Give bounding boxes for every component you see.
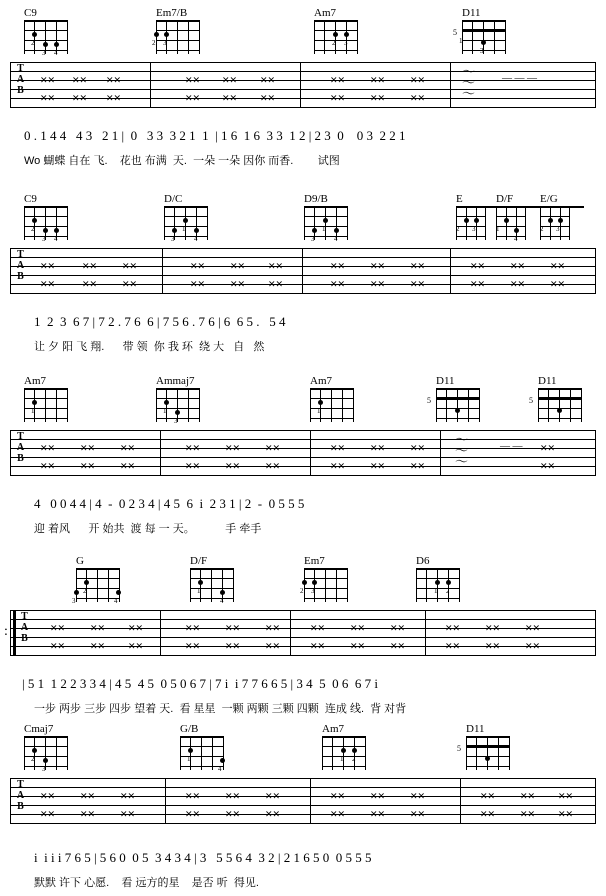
chord-diagram: [310, 376, 354, 422]
number-notation-row: 4 0 0 4 4 | 4 - 0 2 3 4 | 4 5 6 i 2 3 1 | 2 - 0 5 5 5: [34, 496, 305, 511]
chord-diagram: [314, 8, 358, 54]
chord-grid: 1 3 4: [164, 206, 208, 240]
chord-grid: 5: [538, 388, 582, 422]
chord-diagram: [72, 555, 120, 605]
repeat-sign-icon: :: [4, 624, 8, 639]
chord-diagram: [152, 7, 200, 54]
number-notation-row: i i i i 7 6 5 | 5 6 0 0 5 3 4 3 4 | 3 5 5 6 4 3 2 | 2 1 6 5 0 0 5 5 5: [34, 850, 372, 865]
chord-name: D6: [416, 555, 430, 567]
chord-name: G/B: [180, 723, 199, 735]
chord-grid: 2 3 4: [24, 20, 68, 54]
lyrics-row: 默默 许下 心愿. 看 远方的星 是否 听 得见.: [34, 877, 259, 889]
chord-name: D/C: [164, 193, 183, 205]
tab-staff: TAB ✕✕ ✕✕ ✕✕ ✕✕ ✕✕ ✕✕ ✕✕ ✕✕ ✕✕ ✕✕ ✕✕ ✕✕ ✕✕ ✕✕ ✕✕ ✕✕ ✕✕ ✕✕ ✕✕ ✕✕ ✕✕ ✕✕ ✕✕ ✕✕: [10, 778, 596, 824]
chord-name: Em7/B: [156, 7, 188, 19]
chord-diagram: [456, 194, 486, 240]
tab-clef-label: TAB: [15, 63, 26, 96]
chord-diagram: [24, 723, 68, 773]
chord-grid: 5 1 3: [462, 20, 506, 54]
system-5: [0, 716, 606, 896]
vibrato-squiggle-icon: 〜 〜 〜: [462, 64, 476, 101]
vibrato-squiggle-icon: 〜 〜 〜: [455, 432, 469, 469]
tab-clef-label: TAB: [19, 611, 30, 644]
chord-grid: 1 4: [190, 568, 234, 602]
chord-diagram: [453, 7, 506, 55]
tab-clef-label: TAB: [15, 779, 26, 812]
chord-name: Am7: [322, 723, 344, 735]
chord-diagram: [529, 375, 582, 422]
number-notation-row: 1 2 3 6 7 | 7 2 . 7 6 6 | 7 5 6 . 7 6 | 6 6 5 . 5 4: [34, 314, 286, 329]
chord-grid: 1 3: [156, 388, 200, 422]
chord-name: Am7: [314, 7, 336, 19]
system-3: [0, 368, 606, 540]
chord-diagram: [300, 555, 348, 602]
lyrics-row: 让 夕 阳 飞 翔. 带 领 你 我 环 绕 大 自 然: [34, 341, 265, 353]
chord-name: G: [76, 555, 84, 567]
tab-clef-label: TAB: [15, 249, 26, 282]
chord-name: Am7: [310, 375, 332, 387]
chord-diagram: [457, 723, 510, 770]
chord-diagram: [164, 193, 208, 243]
chord-diagram: [180, 723, 224, 773]
tab-staff: : TAB ✕✕ ✕✕ ✕✕ ✕✕ ✕✕ ✕✕ ✕✕ ✕✕ ✕✕ ✕✕ ✕✕ ✕✕ ✕✕ ✕✕ ✕✕ ✕✕ ✕✕ ✕✕ ✕✕ ✕✕ ✕✕ ✕✕ ✕✕ ✕✕: [10, 610, 596, 656]
system-2: [0, 186, 606, 358]
chord-diagram: [322, 724, 366, 770]
tab-staff: TAB ✕✕ ✕✕ ✕✕ ✕✕ ✕✕ ✕✕ ✕✕ ✕✕ ✕✕ ✕✕ ✕✕ ✕✕ ✕✕ ✕✕ ✕✕ ✕✕ ✕✕ ✕✕ 〜 〜 〜 — — ✕✕ ✕✕: [10, 430, 596, 476]
chord-name: D/F: [496, 193, 514, 205]
number-notation-row: | 5 1 1 2 2 3 3 4 | 4 5 4 5 0 5 0 6 7 | 7 i i 7 7 6 6 5 | 3 4 5 0 6 6 7 i: [22, 676, 378, 691]
chord-grid: 5: [436, 388, 480, 422]
system-1: [0, 0, 606, 170]
chord-diagram: [304, 193, 348, 243]
chord-name: D9/B: [304, 193, 328, 205]
chord-name: D11: [538, 375, 557, 387]
tab-staff: TAB ✕✕ ✕✕ ✕✕ ✕✕ ✕✕ ✕✕ ✕✕ ✕✕ ✕✕ ✕✕ ✕✕ ✕✕ ✕✕ ✕✕ ✕✕ ✕✕ ✕✕ ✕✕ ✕✕ ✕✕ ✕✕ ✕✕ ✕✕ ✕✕: [10, 248, 596, 294]
chord-name: Am7: [24, 375, 46, 387]
chord-grid: 2 3: [456, 206, 486, 240]
chord-name: E: [456, 193, 463, 205]
lyrics-row: 迎 着风 开 始共 渡 每 一 天。 手 牵手: [34, 523, 262, 535]
chord-name: D11: [462, 7, 481, 19]
chord-name: D/F: [190, 555, 208, 567]
number-notation-row: 0 . 1 4 4 4 3 2 1 | 0 3 3 3 2 1 1 | 1 6 1 6 3 3 1 2 | 2 3 0 0 3 2 2 1: [24, 128, 406, 143]
chord-grid: 1 2: [322, 736, 366, 770]
chord-diagram: [24, 193, 68, 243]
chord-diagram: [24, 7, 68, 57]
chord-name: C9: [24, 7, 37, 19]
chord-grid: 2 3: [304, 568, 348, 602]
chord-name: E/G: [540, 193, 558, 205]
chord-grid: 1 3 4: [304, 206, 348, 240]
chord-grid: 2 3: [24, 736, 68, 770]
chord-grid: 2 3: [314, 20, 358, 54]
lyrics-row: 一步 两步 三步 四步 望着 天. 看 星星 一颗 两颗 三颗 四颗 连成 线. 背 对背: [34, 703, 407, 715]
chord-grid: 2 3 4: [24, 206, 68, 240]
chord-grid: 1 2: [416, 568, 460, 602]
chord-grid: 1 4: [180, 736, 224, 770]
chord-grid: 2 3: [156, 20, 200, 54]
chord-diagram: [416, 556, 460, 602]
chord-grid: 2 3: [540, 206, 570, 240]
system-4: [0, 548, 606, 720]
chord-name: C9: [24, 193, 37, 205]
chord-name: Em7: [304, 555, 325, 567]
chord-grid: 1 4: [496, 206, 526, 240]
chord-diagram: [156, 375, 200, 425]
chord-name: Ammaj7: [156, 375, 195, 387]
chord-grid: 1: [24, 388, 68, 422]
chord-name: D11: [466, 723, 485, 735]
chord-diagram: [540, 194, 570, 240]
chord-name: D11: [436, 375, 455, 387]
chord-name: Cmaj7: [24, 723, 54, 735]
chord-diagram: [24, 376, 68, 422]
chord-diagram: [190, 555, 234, 605]
chord-diagram: [496, 193, 526, 243]
lyrics-row: Wo 蝴蝶 自在 飞. 花也 布满 天. 一朵 一朵 因你 而香. 试图: [24, 155, 340, 167]
tab-staff: TAB ✕✕ ✕✕ ✕✕ ✕✕ ✕✕ ✕✕ ✕✕ ✕✕ ✕✕ ✕✕ ✕✕ ✕✕ ✕✕ ✕✕ ✕✕ ✕✕ ✕✕ ✕✕ 〜 〜 〜 — — —: [10, 62, 596, 108]
chord-grid: 3 2 4: [76, 568, 120, 602]
chord-diagram: [427, 375, 480, 422]
chord-grid: 5: [466, 736, 510, 770]
chord-grid: 1: [310, 388, 354, 422]
tab-clef-label: TAB: [15, 431, 26, 464]
